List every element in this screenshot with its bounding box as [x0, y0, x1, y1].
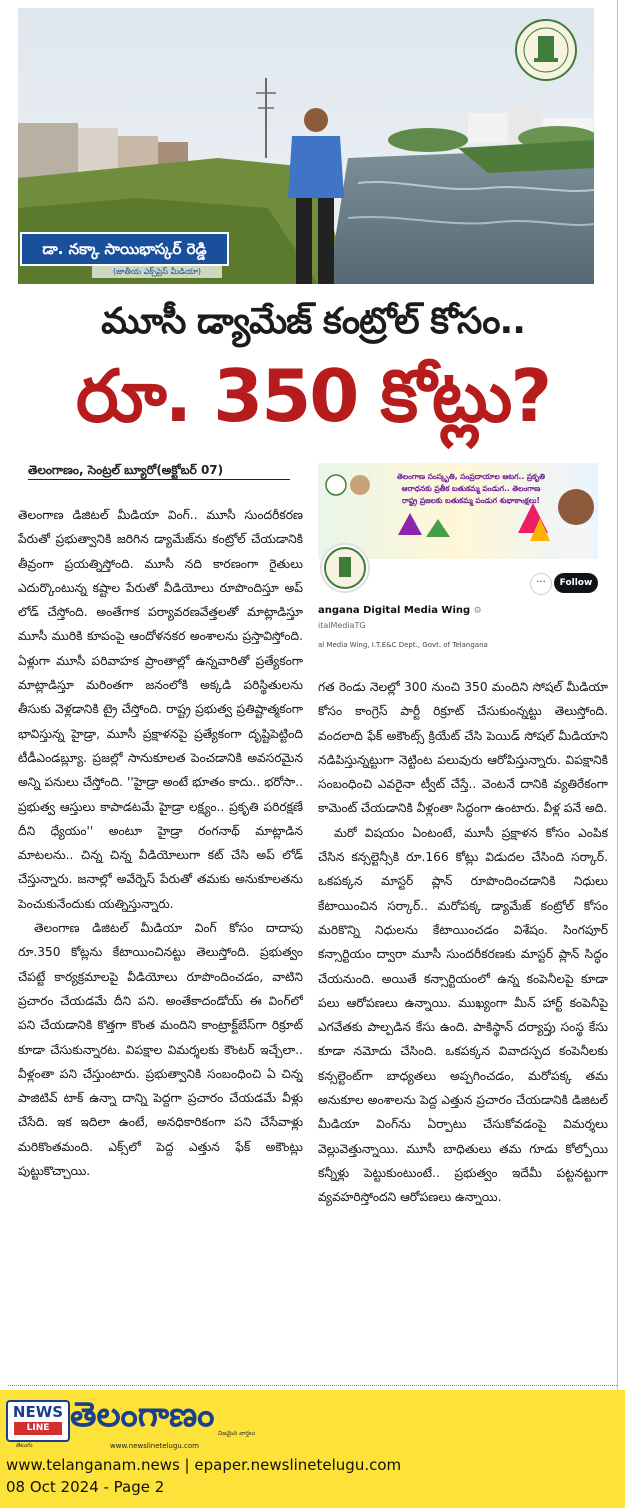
telanganam-logo[interactable]: తెలంగాణం [70, 1395, 215, 1435]
dateline: తెలంగాణం, సెంట్రల్ బ్యూరో(అక్టోబర్ 07) [28, 461, 290, 480]
account-name[interactable] [318, 605, 482, 616]
profile-banner [318, 463, 598, 559]
verified-badge-icon: ⚙ [473, 606, 482, 616]
account-avatar[interactable] [320, 543, 370, 593]
footer [0, 1390, 625, 1508]
account-bio: al Media Wing, I.T.E&C Dept., Govt. of Telangana [318, 641, 488, 649]
article-paragraph: తెలంగాణ డిజిటల్ మీడియా వింగ్ కోసం దాదాపు రూ.350 కోట్లను కేటాయించినట్టు తెలుస్తోంది. ప్రభుత్వం చేపట్టే కార్యక్రమాలపై వీడియోలు రూపొందించడం, వాటిని ప్రచారం చేయడమే దీని పని. అంతేకాదండోయ్ ఈ వింగ్‌లో పని చేయడానికి కొత్తగా కొంత మందిని కాంట్రాక్ట్‌బేస్‌గా రిక్రూట్ కూడా చేసుకున్నారట. విపక్షాల విమర్శలకు కౌంటర్ ఇచ్చేలా.. వీళ్లంతా పని చేస్తుంటారు. ప్రభుత్వానికి సంబంధించి ఏ చిన్న పాజిటివ్ టాక్ ఉన్నా దాన్ని పెద్దగా ప్రచారం చేయడమే వీళ్లు చేసేది. ఇక ఇదిలా ఉంటే, అనధికారికంగా పని చేసేవాళ్లు మరికొంతమంది. ఎక్స్‌లో పెద్ద ఎత్తున ఫేక్ అకౌంట్లు పుట్టుకొచ్చాయి. [18, 921, 303, 1179]
column-rule [617, 0, 618, 1390]
telangana-govt-seal [514, 18, 578, 82]
logo-url[interactable]: www.newslinetelugu.com [110, 1442, 199, 1450]
newsline-logo-word: NEWS [12, 1403, 64, 1421]
headline-secondary: రూ. 350 కోట్లు? [75, 354, 551, 438]
headline-primary: మూసీ డ్యామేజ్ కంట్రోల్ కోసం.. [101, 301, 525, 342]
more-options-button[interactable]: ··· [530, 573, 552, 595]
social-media-embed [318, 463, 598, 663]
footer-date-page: 08 Oct 2024 - Page 2 [6, 1478, 165, 1496]
newsline-logo-line: LINE [14, 1422, 62, 1435]
newsline-logo-subtitle: తెలుగు [16, 1442, 33, 1449]
follow-button[interactable]: Follow [554, 573, 598, 593]
telanganam-tagline: నిజమైన వార్తలు [218, 1430, 256, 1437]
author-byline: డా. నక్కా సాయిభాస్కర్ రెడ్డి [20, 232, 229, 266]
banner-decoration [318, 463, 598, 559]
author-byline-subtitle: (జాతీయ ఎక్స్‌ప్రెస్ మీడియా) [92, 266, 222, 278]
account-name-text: angana Digital Media Wing [318, 605, 471, 616]
article-column-right [318, 675, 608, 1375]
article-paragraph: మరో విషయం ఏంటంటే, మూసీ ప్రక్షాళన కోసం ఎంపిక చేసిన కన్సల్టెన్సీకి రూ.166 కోట్లు విడుదల చేసింది సర్కార్. ఒకపక్కన మాస్టర్ ప్లాన్ రూపొందించడానికి నిధులు కేటాయించిన సర్కార్.. మరోపక్క డ్యామేజ్ కంట్రోల్ కోసం మరికొన్ని నిధులను కేటాయించడం విశేషం. సింగపూర్ కన్సార్టియం ద్వారా మూసీ సుందరీకరణకు మాస్టర్ ప్లాన్ సిద్ధం చేయనుంది. అయితే కన్సార్టియంలో ఉన్న కంపెనీలపై కూడా పలు ఆరోపణలు ఉన్నాయి. ముఖ్యంగా మీన్ హార్ట్ కంపెనీపై ఎగవేతకు పాల్పడిన కేసు ఉంది. పాకిస్థాన్ దర్యాప్తు సంస్థ కేసు కూడా నమోదు చేసింది. ఒకపక్కన వివాదస్పద కంపెనీలకు కన్సల్టెంట్‌గా బాధ్యతలు అప్పగించడం, మరోపక్క తమ అనుకూల అంశాలను పెద్ద ఎత్తున ప్రచారం చేయడానికి డిజిటల్ మీడియా వింగ్‌ను ఏర్పాటు చేసుకోవడంపై విమర్శలు వెల్లువెత్తున్నాయి. మూసీ బాధితులు తమ గూడు కోల్పోయి కన్నీళ్లు పెట్టుకుంటుంటే.. ప్రభుత్వం ఇదేమీ పట్టనట్టుగా వ్యవహరిస్తోందని ఆరోపణలు ఉన్నాయి. [318, 825, 608, 1205]
banner-text: తెలంగాణ సంస్కృతి, సంప్రదాయాల ఆటగ.. ప్రకృతి ఆరాధనకు ప్రతీక బతుకమ్మ పండుగ.. తెలంగాణ రాష్ట్ర ప్రజలకు బతుకమ్మ పండుగ శుభాకాంక్షలు! [397, 472, 545, 505]
footer-links[interactable]: www.telanganam.news | epaper.newslinetelugu.com [6, 1456, 402, 1474]
footer-divider [8, 1385, 617, 1386]
article-paragraph: తెలంగాణ డిజిటల్ మీడియా వింగ్.. మూసీ సుందరీకరణ పేరుతో ప్రభుత్వానికి జరిగిన డ్యామేజ్‌ను కంట్రోల్ చేయడానికి తీవ్రంగా ప్రయత్నిస్తోంది. మూసీ నది కారణంగా రైతులు ఎదుర్కొంటున్న కష్టాల పేరుతో వీడియోలు రూపొందిస్తూ అప్ లోడ్ చేస్తోంది. అంతేగాక పర్యావరణవేత్తలతో మాట్లాడిస్తూ మూసీ మురికి కూపంపై ఆందోళనకర అంశాలను ప్రస్తావిస్తోంది. ఏళ్లుగా మూసీ పరివాహక ప్రాంతాల్లో ఉన్నవారితో ప్రత్యేకంగా మాట్లాడిస్తూ మరింతగా జనంలోకి అక్కడి పరిస్థితులను తీసుకు వెళ్లడానికి ట్రై చేస్తోంది. రాష్ట్ర ప్రభుత్వ ప్రతిష్టాత్మకంగా భావిస్తున్న హైడ్రా, మూసీ ప్రక్షాళనపై ప్రత్యేకంగా దృష్టిపెట్టింది టీడీఎండబ్ల్యూ. ప్రజల్లో సానుకూలత పెంచడానికి అవసరమైన అన్ని పనులు చేస్తోంది. ''హైడ్రా అంటే భూతం కాదు.. భరోసా.. ప్రభుత్వ ఆస్తులు కాపాడటమే హైడ్రా లక్ష్యం.. ప్రకృతి పరిరక్షణే దీని ధ్యేయం'' అంటూ హైడ్రా రంగనాథ్ మాట్లాడిన మాటలను.. చిన్న చిన్న వీడియోలుగా కట్ చేసి అప్ లోడ్ చేస్తున్నారు. జనాల్లో అవేర్నెస్ పేరుతో తమకు అనుకూలతను పెంచుకునేందుకు యత్నిస్తున్నారు. [18, 508, 303, 911]
article-column-left [18, 503, 303, 1373]
account-handle[interactable]: italMediaTG [318, 621, 366, 630]
newsline-logo[interactable] [6, 1400, 70, 1442]
article-paragraph: గత రెండు నెలల్లో 300 నుంచి 350 మందిని సోషల్ మీడియా కోసం కాంగ్రెస్ పార్టీ రిక్రూట్ చేసుకుంన్నట్టు తెలుస్తోంది. వందలాది ఫేక్ అకౌంట్స్ క్రియేట్ చేసి పెయిడ్ సోషల్ మీడియాని నడిపిస్తున్నట్టుగా నెట్టింట పలువురు ఆరోపిస్తున్నారు. విపక్షానికి సంబంధించి ఎవరైనా ట్వీట్ చేస్తే.. వెంటనే దానికి వ్యతిరేకంగా కామెంట్ చేయడానికి వీళ్లంతా సిద్ధంగా ఉంటారు. వీళ్ల పనే అది. [318, 680, 608, 816]
